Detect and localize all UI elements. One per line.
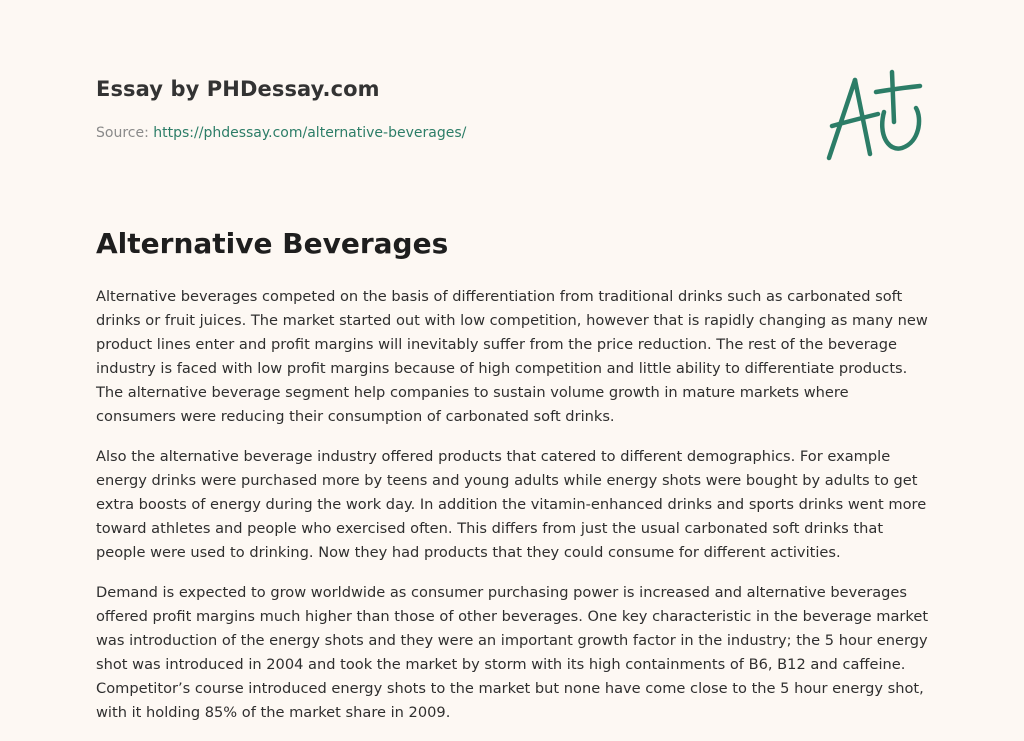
essay-header	[96, 74, 736, 143]
article-title: Alternative Beverages	[96, 227, 449, 260]
article-body	[96, 285, 930, 741]
source-line	[96, 123, 736, 143]
a-plus-grade-icon	[822, 68, 928, 166]
paragraph: Also the alternative beverage industry offered products that catered to different demographics. For example energy drinks were purchased more by teens and young adults while energy shots were bought by adults to get extra boosts of energy during the work day. In addition the vitamin-enhanced drinks and sports drinks went more toward athletes and people who exercised often. This differs from just the usual carbonated soft drinks that people were used to drinking. Now they had products that they could consume for different activities.	[96, 448, 927, 561]
paragraph: Demand is expected to grow worldwide as consumer purchasing power is increased and alternative beverages offered profit margins much higher than those of other beverages. One key characteristic in the beverage market was introduction of the energy shots and they were an important growth factor in the industry; the 5 hour energy shot was introduced in 2004 and took the market by storm with its high containments of B6, B12 and caffeine. Competitor’s course introduced energy shots to the market but none have come close to the 5 hour energy shot, with it holding 85% of the market share in 2009.	[96, 584, 929, 721]
source-label: Source:	[96, 125, 154, 141]
site-brand: Essay by PHDessay.com	[96, 77, 380, 101]
source-link[interactable]: https://phdessay.com/alternative-beverages/	[153, 125, 467, 141]
paragraph: Alternative beverages competed on the basis of differentiation from traditional drinks such as carbonated soft drinks or fruit juices. The market started out with low competition, however that is rapidly changing as many new product lines enter and profit margins will inevitably suffer from the price reduction. The rest of the beverage industry is faced with low profit margins because of high competition and little ability to differentiate products. The alternative beverage segment help companies to sustain volume growth in mature markets where consumers were reducing their consumption of carbonated soft drinks.	[96, 288, 928, 425]
